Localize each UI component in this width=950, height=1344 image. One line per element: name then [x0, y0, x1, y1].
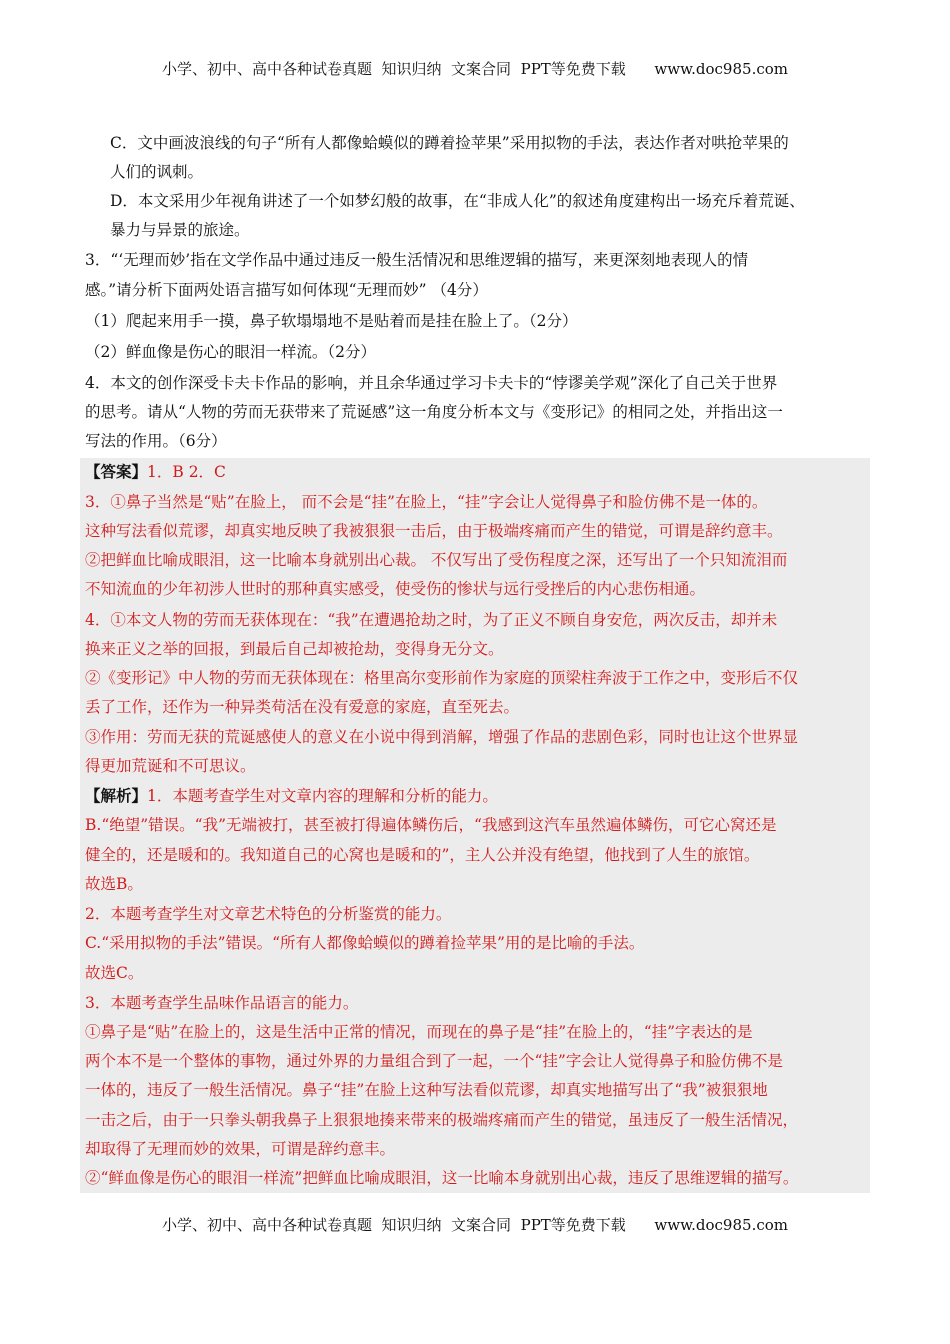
analysis-line: 健全的，还是暖和的。我知道自己的心窝也是暖和的”，主人公并没有绝望，他找到了人生的旅馆。: [85, 846, 760, 864]
analysis-label: 【解析】: [85, 786, 148, 805]
answer-line: 4．①本文人物的劳而无获体现在：“我”在遭遇抢劫之时，为了正义不顾自身安危，两次反击，却并未: [85, 611, 778, 629]
analysis-line: 故选B。: [85, 875, 143, 893]
question-line: （2）鲜血像是伤心的眼泪一样流。（2分）: [85, 343, 376, 361]
analysis-line: C.“采用拟物的手法”错误。“所有人都像蛤蟆似的蹲着捡苹果”用的是比喻的手法。: [85, 934, 645, 952]
question-line: 的思考。请从“人物的劳而无获带来了荒诞感”这一角度分析本文与《变形记》的相同之处，并指出这一: [85, 403, 783, 421]
analysis-heading: [85, 786, 498, 806]
analysis-first-line: 1．本题考查学生对文章内容的理解和分析的能力。: [147, 787, 498, 805]
answer-choices: 1．B 2．C: [147, 463, 226, 481]
analysis-line: 2．本题考查学生对文章艺术特色的分析鉴赏的能力。: [85, 905, 452, 923]
question-line: 人们的讽刺。: [110, 163, 204, 181]
answer-line: ②把鲜血比喻成眼泪，这一比喻本身就别出心裁。 不仅写出了受伤程度之深，还写出了一个只知流泪而: [85, 551, 788, 569]
analysis-line: 3．本题考查学生品味作品语言的能力。: [85, 994, 359, 1012]
analysis-line: ②“鲜血像是伤心的眼泪一样流”把鲜血比喻成眼泪，这一比喻本身就别出心裁，违反了思维逻辑的描写。: [85, 1169, 799, 1187]
answer-label: 【答案】: [85, 462, 148, 481]
analysis-line: 故选C。: [85, 964, 144, 982]
answer-line: ③作用：劳而无获的荒诞感使人的意义在小说中得到消解，增强了作品的悲剧色彩，同时也让这个世界显: [85, 728, 799, 746]
page-header: 小学、初中、高中各种试卷真题 知识归纳 文案合同 PPT等免费下载 www.doc985.com: [161, 60, 788, 78]
question-line: （1）爬起来用手一摸，鼻子软塌塌地不是贴着而是挂在脸上了。（2分）: [85, 312, 578, 330]
question-line: 写法的作用。（6分）: [85, 432, 227, 450]
question-line: 感。”请分析下面两处语言描写如何体现“无理而妙” （4分）: [85, 281, 488, 299]
analysis-line: 一击之后，由于一只拳头朝我鼻子上狠狠地揍来带来的极端疼痛而产生的错觉，虽违反了一般生活情况，: [85, 1111, 799, 1129]
question-line: 4．本文的创作深受卡夫卡作品的影响，并且余华通过学习卡夫卡的“悖谬美学观”深化了自己关于世界: [85, 374, 778, 392]
answer-line: 3．①鼻子当然是“贴”在脸上， 而不会是“挂”在脸上，“挂”字会让人觉得鼻子和脸仿佛不是一体的。: [85, 493, 768, 511]
answer-line: 得更加荒诞和不可思议。: [85, 757, 256, 775]
question-line: 暴力与异景的旅途。: [110, 221, 250, 239]
question-line: 3．“‘无理而妙’指在文学作品中通过违反一般生活情况和思维逻辑的描写，来更深刻地表现人的情: [85, 251, 749, 269]
answer-line: 丢了工作，还作为一种异类苟活在没有爱意的家庭，直至死去。: [85, 698, 520, 716]
answer-heading: [85, 462, 226, 482]
analysis-line: ①鼻子是“贴”在脸上的，这是生活中正常的情况，而现在的鼻子是“挂”在脸上的，“挂”字表达的是: [85, 1023, 753, 1041]
analysis-line: 两个本不是一个整体的事物，通过外界的力量组合到了一起，一个“挂”字会让人觉得鼻子和脸仿佛不是: [85, 1052, 783, 1070]
answer-line: ②《变形记》中人物的劳而无获体现在：格里高尔变形前作为家庭的顶梁柱奔波于工作之中，变形后不仅: [85, 669, 799, 687]
question-line: D．本文采用少年视角讲述了一个如梦幻般的故事，在“非成人化”的叙述角度建构出一场充斥着荒诞、: [110, 192, 805, 210]
question-line: C．文中画波浪线的句子“所有人都像蛤蟆似的蹲着捡苹果”采用拟物的手法，表达作者对哄抢苹果的: [110, 134, 789, 152]
analysis-line: 却取得了无理而妙的效果，可谓是辞约意丰。: [85, 1140, 396, 1158]
answer-line: 换来正义之举的回报，到最后自己却被抢劫，变得身无分文。: [85, 640, 504, 658]
analysis-line: B.“绝望”错误。“我”无端被打，甚至被打得遍体鳞伤后，“我感到这汽车虽然遍体鳞伤，可它心窝还是: [85, 816, 777, 834]
analysis-line: 一体的，违反了一般生活情况。鼻子“挂”在脸上这种写法看似荒谬，却真实地描写出了“我”被狠狠地: [85, 1081, 768, 1099]
answer-line: 这种写法看似荒谬，却真实地反映了我被狠狠一击后，由于极端疼痛而产生的错觉，可谓是辞约意丰。: [85, 522, 783, 540]
page-footer: 小学、初中、高中各种试卷真题 知识归纳 文案合同 PPT等免费下载 www.doc985.com: [161, 1216, 788, 1234]
answer-line: 不知流血的少年初涉人世时的那种真实感受，使受伤的惨状与远行受挫后的内心悲伤相通。: [85, 580, 706, 598]
